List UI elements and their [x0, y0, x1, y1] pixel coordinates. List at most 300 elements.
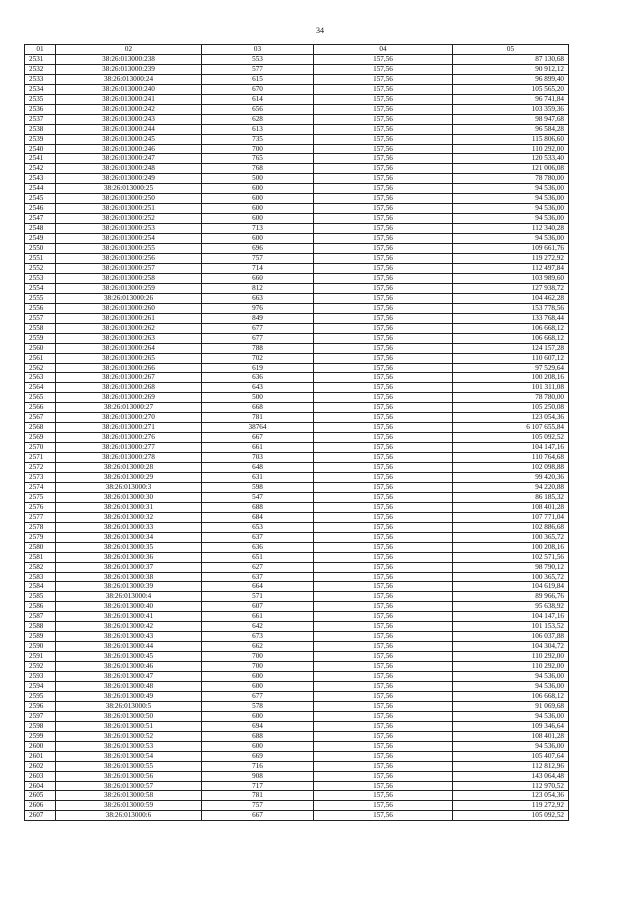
- area-cell: 849: [202, 313, 314, 323]
- row-number-cell: 2548: [25, 224, 56, 234]
- cadastral-number-cell: 38:26:013000:240: [56, 84, 202, 94]
- value-cell: 94 536,00: [453, 214, 569, 224]
- area-cell: 613: [202, 124, 314, 134]
- value-cell: 110 607,12: [453, 353, 569, 363]
- rate-cell: 157,56: [314, 542, 453, 552]
- area-cell: 673: [202, 632, 314, 642]
- table-row: [25, 224, 569, 234]
- value-cell: 127 938,72: [453, 283, 569, 293]
- rate-cell: 157,56: [314, 622, 453, 632]
- rate-cell: 157,56: [314, 662, 453, 672]
- area-cell: 688: [202, 502, 314, 512]
- area-cell: 653: [202, 522, 314, 532]
- area-cell: 648: [202, 463, 314, 473]
- cadastral-number-cell: 38:26:013000:250: [56, 194, 202, 204]
- cadastral-number-cell: 38:26:013000:55: [56, 761, 202, 771]
- rate-cell: 157,56: [314, 711, 453, 721]
- table-row: [25, 562, 569, 572]
- table-row: [25, 423, 569, 433]
- table-row: [25, 672, 569, 682]
- area-cell: 600: [202, 672, 314, 682]
- cadastral-number-cell: 38:26:013000:249: [56, 174, 202, 184]
- area-cell: 716: [202, 761, 314, 771]
- cadastral-register-table: [24, 44, 569, 821]
- area-cell: 735: [202, 134, 314, 144]
- row-number-cell: 2578: [25, 522, 56, 532]
- cadastral-number-cell: 38:26:013000:245: [56, 134, 202, 144]
- value-cell: 124 157,28: [453, 343, 569, 353]
- row-number-cell: 2545: [25, 194, 56, 204]
- rate-cell: 157,56: [314, 721, 453, 731]
- table-row: [25, 522, 569, 532]
- value-cell: 109 346,64: [453, 721, 569, 731]
- area-cell: 662: [202, 642, 314, 652]
- value-cell: 78 780,00: [453, 393, 569, 403]
- cadastral-number-cell: 38:26:013000:5: [56, 701, 202, 711]
- value-cell: 121 006,08: [453, 164, 569, 174]
- value-cell: 105 565,20: [453, 84, 569, 94]
- cadastral-number-cell: 38:26:013000:257: [56, 263, 202, 273]
- row-number-cell: 2602: [25, 761, 56, 771]
- table-row: [25, 94, 569, 104]
- table-row: [25, 662, 569, 672]
- row-number-cell: 2566: [25, 403, 56, 413]
- value-cell: 143 064,48: [453, 771, 569, 781]
- rate-cell: 157,56: [314, 443, 453, 453]
- cadastral-number-cell: 38:26:013000:54: [56, 751, 202, 761]
- table-row: [25, 731, 569, 741]
- row-number-cell: 2549: [25, 234, 56, 244]
- cadastral-number-cell: 38:26:013000:259: [56, 283, 202, 293]
- table-row: [25, 691, 569, 701]
- value-cell: 99 420,36: [453, 472, 569, 482]
- cadastral-number-cell: 38:26:013000:37: [56, 562, 202, 572]
- rate-cell: 157,56: [314, 423, 453, 433]
- row-number-cell: 2595: [25, 691, 56, 701]
- value-cell: 103 359,36: [453, 104, 569, 114]
- table-row: [25, 403, 569, 413]
- table-row: [25, 154, 569, 164]
- row-number-cell: 2569: [25, 433, 56, 443]
- area-cell: 598: [202, 482, 314, 492]
- row-number-cell: 2546: [25, 204, 56, 214]
- table-row: [25, 612, 569, 622]
- rate-cell: 157,56: [314, 781, 453, 791]
- row-number-cell: 2583: [25, 572, 56, 582]
- area-cell: 703: [202, 453, 314, 463]
- table-row: [25, 771, 569, 781]
- value-cell: 115 806,60: [453, 134, 569, 144]
- area-cell: 660: [202, 273, 314, 283]
- rate-cell: 157,56: [314, 552, 453, 562]
- rate-cell: 157,56: [314, 801, 453, 811]
- table-row: [25, 463, 569, 473]
- value-cell: 100 365,72: [453, 532, 569, 542]
- table-row: [25, 682, 569, 692]
- table-row: [25, 174, 569, 184]
- table-row: [25, 413, 569, 423]
- value-cell: 90 912,12: [453, 64, 569, 74]
- row-number-cell: 2581: [25, 552, 56, 562]
- cadastral-number-cell: 38:26:013000:271: [56, 423, 202, 433]
- table-row: [25, 582, 569, 592]
- area-cell: 663: [202, 293, 314, 303]
- rate-cell: 157,56: [314, 642, 453, 652]
- row-number-cell: 2563: [25, 373, 56, 383]
- table-row: [25, 443, 569, 453]
- rate-cell: 157,56: [314, 164, 453, 174]
- value-cell: 103 989,60: [453, 273, 569, 283]
- rate-cell: 157,56: [314, 74, 453, 84]
- rate-cell: 157,56: [314, 691, 453, 701]
- value-cell: 107 771,04: [453, 512, 569, 522]
- rate-cell: 157,56: [314, 303, 453, 313]
- rate-cell: 157,56: [314, 244, 453, 254]
- row-number-cell: 2589: [25, 632, 56, 642]
- area-cell: 702: [202, 353, 314, 363]
- area-cell: 788: [202, 343, 314, 353]
- row-number-cell: 2573: [25, 472, 56, 482]
- value-cell: 112 970,52: [453, 781, 569, 791]
- table-row: [25, 393, 569, 403]
- row-number-cell: 2552: [25, 263, 56, 273]
- rate-cell: 157,56: [314, 84, 453, 94]
- rate-cell: 157,56: [314, 174, 453, 184]
- area-cell: 661: [202, 443, 314, 453]
- table-row: [25, 293, 569, 303]
- row-number-cell: 2557: [25, 313, 56, 323]
- rate-cell: 157,56: [314, 572, 453, 582]
- row-number-cell: 2600: [25, 741, 56, 751]
- area-cell: 607: [202, 602, 314, 612]
- area-cell: 812: [202, 283, 314, 293]
- area-cell: 600: [202, 682, 314, 692]
- table-row: [25, 363, 569, 373]
- value-cell: 102 886,68: [453, 522, 569, 532]
- value-cell: 104 619,84: [453, 582, 569, 592]
- value-cell: 96 899,40: [453, 74, 569, 84]
- table-row: [25, 592, 569, 602]
- row-number-cell: 2565: [25, 393, 56, 403]
- cadastral-number-cell: 38:26:013000:57: [56, 781, 202, 791]
- table-row: [25, 244, 569, 254]
- cadastral-number-cell: 38:26:013000:46: [56, 662, 202, 672]
- rate-cell: 157,56: [314, 383, 453, 393]
- rate-cell: 157,56: [314, 761, 453, 771]
- rate-cell: 157,56: [314, 791, 453, 801]
- cadastral-number-cell: 38:26:013000:25: [56, 184, 202, 194]
- row-number-cell: 2590: [25, 642, 56, 652]
- area-cell: 600: [202, 194, 314, 204]
- table-header-row: [25, 45, 569, 55]
- area-cell: 667: [202, 433, 314, 443]
- row-number-cell: 2537: [25, 114, 56, 124]
- rate-cell: 157,56: [314, 343, 453, 353]
- rate-cell: 157,56: [314, 811, 453, 821]
- table-row: [25, 254, 569, 264]
- cadastral-number-cell: 38:26:013000:244: [56, 124, 202, 134]
- cadastral-number-cell: 38:26:013000:29: [56, 472, 202, 482]
- table-row: [25, 333, 569, 343]
- table-row: [25, 373, 569, 383]
- area-cell: 619: [202, 363, 314, 373]
- rate-cell: 157,56: [314, 532, 453, 542]
- area-cell: 615: [202, 74, 314, 84]
- table-body: [25, 54, 569, 820]
- cadastral-number-cell: 38:26:013000:263: [56, 333, 202, 343]
- table-row: [25, 602, 569, 612]
- area-cell: 757: [202, 801, 314, 811]
- value-cell: 94 536,00: [453, 682, 569, 692]
- cadastral-number-cell: 38:26:013000:241: [56, 94, 202, 104]
- area-cell: 600: [202, 214, 314, 224]
- rate-cell: 157,56: [314, 134, 453, 144]
- cadastral-number-cell: 38:26:013000:48: [56, 682, 202, 692]
- row-number-cell: 2572: [25, 463, 56, 473]
- table-row: [25, 433, 569, 443]
- row-number-cell: 2560: [25, 343, 56, 353]
- value-cell: 96 584,28: [453, 124, 569, 134]
- cadastral-number-cell: 38:26:013000:265: [56, 353, 202, 363]
- area-cell: 781: [202, 791, 314, 801]
- area-cell: 694: [202, 721, 314, 731]
- table-row: [25, 642, 569, 652]
- cadastral-number-cell: 38:26:013000:38: [56, 572, 202, 582]
- cadastral-number-cell: 38:26:013000:252: [56, 214, 202, 224]
- rate-cell: 157,56: [314, 353, 453, 363]
- area-cell: 38764: [202, 423, 314, 433]
- cadastral-number-cell: 38:26:013000:35: [56, 542, 202, 552]
- area-cell: 757: [202, 254, 314, 264]
- cadastral-number-cell: 38:26:013000:276: [56, 433, 202, 443]
- area-cell: 642: [202, 622, 314, 632]
- value-cell: 133 768,44: [453, 313, 569, 323]
- value-cell: 105 092,52: [453, 811, 569, 821]
- cadastral-number-cell: 38:26:013000:246: [56, 144, 202, 154]
- table-row: [25, 622, 569, 632]
- value-cell: 106 668,12: [453, 691, 569, 701]
- row-number-cell: 2556: [25, 303, 56, 313]
- cadastral-number-cell: 38:26:013000:248: [56, 164, 202, 174]
- area-cell: 661: [202, 612, 314, 622]
- table-row: [25, 512, 569, 522]
- row-number-cell: 2593: [25, 672, 56, 682]
- row-number-cell: 2543: [25, 174, 56, 184]
- row-number-cell: 2599: [25, 731, 56, 741]
- value-cell: 108 401,28: [453, 731, 569, 741]
- rate-cell: 157,56: [314, 214, 453, 224]
- value-cell: 96 741,84: [453, 94, 569, 104]
- cadastral-number-cell: 38:26:013000:42: [56, 622, 202, 632]
- rate-cell: 157,56: [314, 472, 453, 482]
- table-row: [25, 323, 569, 333]
- rate-cell: 157,56: [314, 682, 453, 692]
- value-cell: 94 536,00: [453, 204, 569, 214]
- rate-cell: 157,56: [314, 333, 453, 343]
- area-cell: 669: [202, 751, 314, 761]
- rate-cell: 157,56: [314, 771, 453, 781]
- rate-cell: 157,56: [314, 194, 453, 204]
- row-number-cell: 2533: [25, 74, 56, 84]
- value-cell: 101 311,08: [453, 383, 569, 393]
- rate-cell: 157,56: [314, 363, 453, 373]
- value-cell: 94 220,88: [453, 482, 569, 492]
- cadastral-number-cell: 38:26:013000:277: [56, 443, 202, 453]
- row-number-cell: 2603: [25, 771, 56, 781]
- area-cell: 600: [202, 234, 314, 244]
- table-row: [25, 194, 569, 204]
- rate-cell: 157,56: [314, 751, 453, 761]
- value-cell: 97 529,64: [453, 363, 569, 373]
- rate-cell: 157,56: [314, 104, 453, 114]
- cadastral-number-cell: 38:26:013000:40: [56, 602, 202, 612]
- row-number-cell: 2571: [25, 453, 56, 463]
- cadastral-number-cell: 38:26:013000:58: [56, 791, 202, 801]
- cadastral-number-cell: 38:26:013000:56: [56, 771, 202, 781]
- row-number-cell: 2591: [25, 652, 56, 662]
- rate-cell: 157,56: [314, 224, 453, 234]
- table-row: [25, 453, 569, 463]
- row-number-cell: 2588: [25, 622, 56, 632]
- rate-cell: 157,56: [314, 373, 453, 383]
- row-number-cell: 2579: [25, 532, 56, 542]
- row-number-cell: 2567: [25, 413, 56, 423]
- value-cell: 110 292,00: [453, 652, 569, 662]
- row-number-cell: 2558: [25, 323, 56, 333]
- value-cell: 100 208,16: [453, 373, 569, 383]
- area-cell: 781: [202, 413, 314, 423]
- row-number-cell: 2605: [25, 791, 56, 801]
- row-number-cell: 2553: [25, 273, 56, 283]
- area-cell: 765: [202, 154, 314, 164]
- value-cell: 89 966,76: [453, 592, 569, 602]
- value-cell: 94 536,00: [453, 672, 569, 682]
- rate-cell: 157,56: [314, 632, 453, 642]
- cadastral-number-cell: 38:26:013000:52: [56, 731, 202, 741]
- rate-cell: 157,56: [314, 273, 453, 283]
- cadastral-number-cell: 38:26:013000:262: [56, 323, 202, 333]
- value-cell: 108 401,28: [453, 502, 569, 512]
- cadastral-number-cell: 38:26:013000:253: [56, 224, 202, 234]
- value-cell: 110 292,00: [453, 144, 569, 154]
- area-cell: 713: [202, 224, 314, 234]
- cadastral-number-cell: 38:26:013000:28: [56, 463, 202, 473]
- area-cell: 714: [202, 263, 314, 273]
- value-cell: 104 147,16: [453, 612, 569, 622]
- area-cell: 667: [202, 811, 314, 821]
- cadastral-number-cell: 38:26:013000:243: [56, 114, 202, 124]
- row-number-cell: 2574: [25, 482, 56, 492]
- value-cell: 98 790,12: [453, 562, 569, 572]
- area-cell: 500: [202, 393, 314, 403]
- cadastral-number-cell: 38:26:013000:24: [56, 74, 202, 84]
- rate-cell: 157,56: [314, 602, 453, 612]
- rate-cell: 157,56: [314, 701, 453, 711]
- cadastral-number-cell: 38:26:013000:33: [56, 522, 202, 532]
- value-cell: 102 571,56: [453, 552, 569, 562]
- area-cell: 717: [202, 781, 314, 791]
- rate-cell: 157,56: [314, 562, 453, 572]
- cadastral-number-cell: 38:26:013000:6: [56, 811, 202, 821]
- row-number-cell: 2531: [25, 54, 56, 64]
- row-number-cell: 2587: [25, 612, 56, 622]
- cadastral-number-cell: 38:26:013000:43: [56, 632, 202, 642]
- rate-cell: 157,56: [314, 492, 453, 502]
- area-cell: 600: [202, 184, 314, 194]
- table-row: [25, 711, 569, 721]
- area-cell: 670: [202, 84, 314, 94]
- rate-cell: 157,56: [314, 54, 453, 64]
- rate-cell: 157,56: [314, 144, 453, 154]
- cadastral-number-cell: 38:26:013000:32: [56, 512, 202, 522]
- row-number-cell: 2576: [25, 502, 56, 512]
- table-row: [25, 741, 569, 751]
- cadastral-number-cell: 38:26:013000:36: [56, 552, 202, 562]
- value-cell: 123 054,36: [453, 791, 569, 801]
- cadastral-number-cell: 38:26:013000:254: [56, 234, 202, 244]
- area-cell: 571: [202, 592, 314, 602]
- value-cell: 94 536,00: [453, 234, 569, 244]
- rate-cell: 157,56: [314, 263, 453, 273]
- cadastral-number-cell: 38:26:013000:251: [56, 204, 202, 214]
- area-cell: 631: [202, 472, 314, 482]
- table-row: [25, 54, 569, 64]
- area-cell: 700: [202, 662, 314, 672]
- row-number-cell: 2540: [25, 144, 56, 154]
- row-number-cell: 2594: [25, 682, 56, 692]
- table-row: [25, 184, 569, 194]
- table-row: [25, 313, 569, 323]
- table-row: [25, 652, 569, 662]
- row-number-cell: 2584: [25, 582, 56, 592]
- area-cell: 627: [202, 562, 314, 572]
- rate-cell: 157,56: [314, 413, 453, 423]
- rate-cell: 157,56: [314, 741, 453, 751]
- rate-cell: 157,56: [314, 124, 453, 134]
- table-row: [25, 134, 569, 144]
- cadastral-number-cell: 38:26:013000:268: [56, 383, 202, 393]
- row-number-cell: 2562: [25, 363, 56, 373]
- area-cell: 664: [202, 582, 314, 592]
- row-number-cell: 2596: [25, 701, 56, 711]
- row-number-cell: 2597: [25, 711, 56, 721]
- area-cell: 643: [202, 383, 314, 393]
- area-cell: 700: [202, 652, 314, 662]
- table-row: [25, 343, 569, 353]
- row-number-cell: 2592: [25, 662, 56, 672]
- value-cell: 100 365,72: [453, 572, 569, 582]
- value-cell: 102 098,88: [453, 463, 569, 473]
- table-row: [25, 492, 569, 502]
- value-cell: 105 092,52: [453, 433, 569, 443]
- value-cell: 112 812,96: [453, 761, 569, 771]
- value-cell: 110 292,00: [453, 662, 569, 672]
- cadastral-number-cell: 38:26:013000:258: [56, 273, 202, 283]
- rate-cell: 157,56: [314, 403, 453, 413]
- value-cell: 98 947,68: [453, 114, 569, 124]
- rate-cell: 157,56: [314, 204, 453, 214]
- area-cell: 600: [202, 741, 314, 751]
- value-cell: 87 130,68: [453, 54, 569, 64]
- area-cell: 636: [202, 373, 314, 383]
- value-cell: 78 780,00: [453, 174, 569, 184]
- table-row: [25, 303, 569, 313]
- row-number-cell: 2536: [25, 104, 56, 114]
- rate-cell: 157,56: [314, 672, 453, 682]
- value-cell: 112 340,28: [453, 224, 569, 234]
- area-cell: 976: [202, 303, 314, 313]
- table-row: [25, 791, 569, 801]
